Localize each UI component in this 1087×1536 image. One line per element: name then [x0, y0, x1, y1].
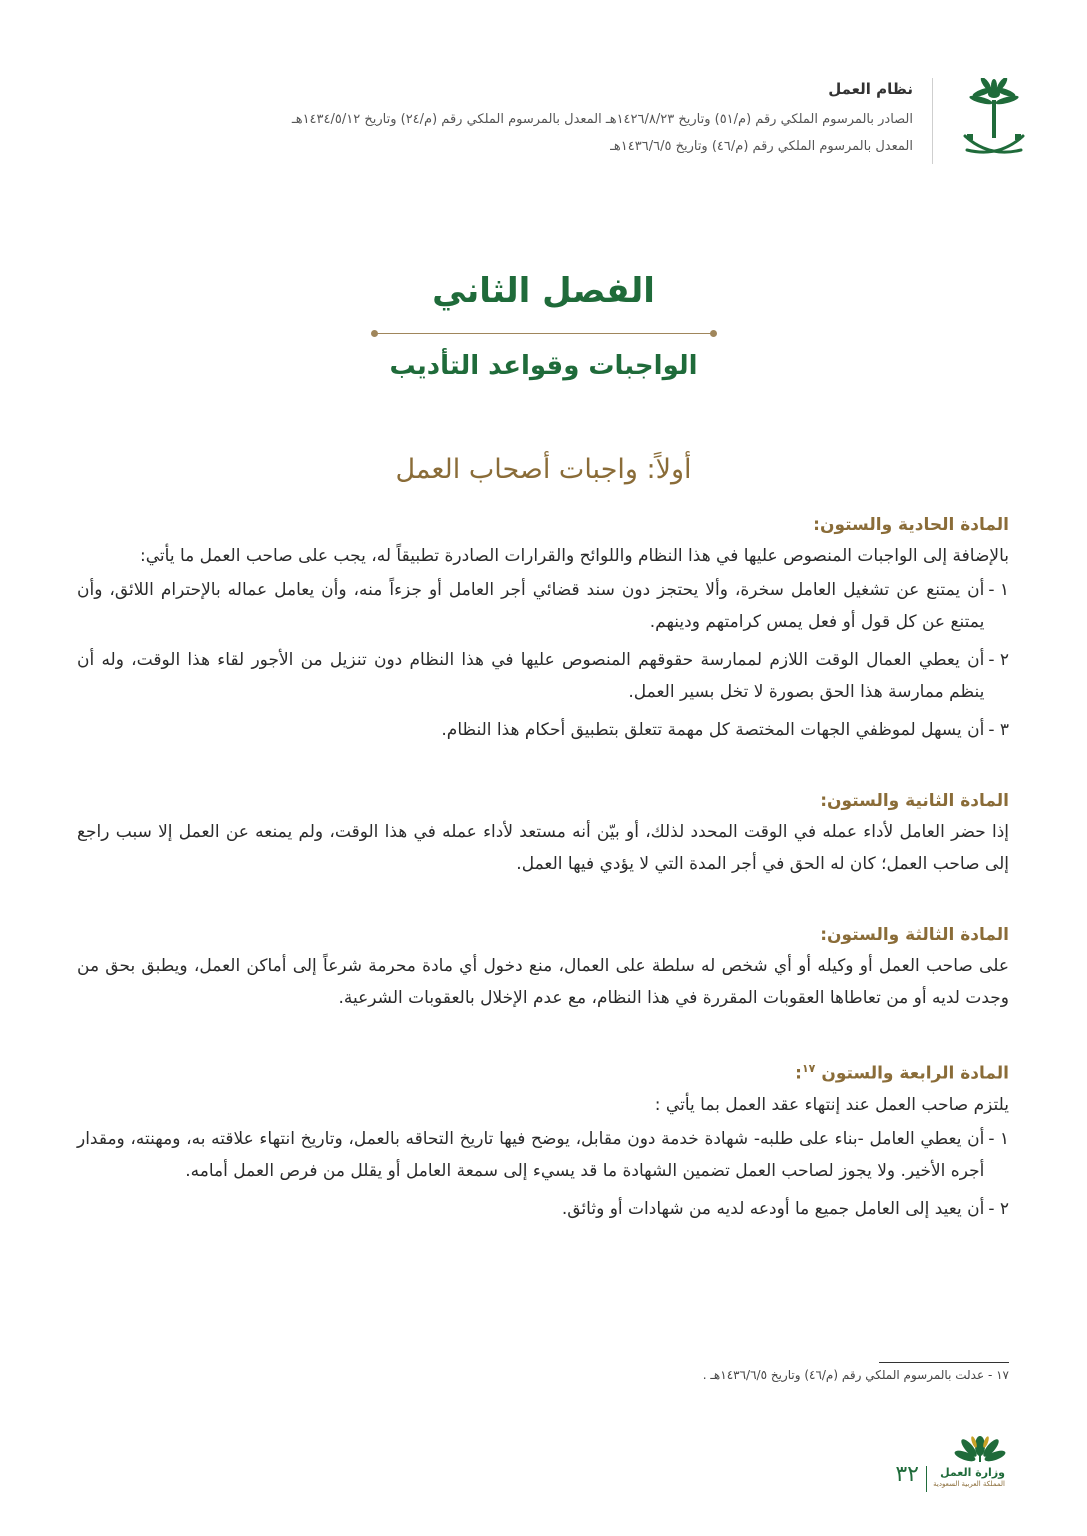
- article-intro: يلتزم صاحب العمل عند إنتهاء عقد العمل بما يأتي :: [654, 1094, 1009, 1115]
- article-title: المادة الثالثة والستون:: [820, 925, 1009, 945]
- divider-line: [377, 333, 711, 334]
- header-amendment-line: المعدل بالمرسوم الملكي رقم (م/٤٦) وتاريخ ١٤٣٦/٦/٥هـ: [610, 139, 913, 154]
- item-number: ٣ -: [988, 720, 1009, 740]
- article-title: المادة الثانية والستون:: [820, 791, 1009, 811]
- article-title: [77, 1054, 1009, 1089]
- header-issuance-line: الصادر بالمرسوم الملكي رقم (م/٥١) وتاريخ ١٤٢٦/٨/٢٣هـ المعدل بالمرسوم الملكي رقم (م/٢٤) وتاريخ ١٤٣٤/٥/١٢هـ: [291, 112, 913, 127]
- item-number: ١ -: [988, 1128, 1009, 1149]
- list-item: [77, 1123, 1009, 1187]
- document-header: [57, 70, 1057, 170]
- article-title-text: المادة الرابعة والستون: [821, 1063, 1009, 1084]
- item-text: أن يعيد إلى العامل جميع ما أودعه لديه من شهادات أو وثائق.: [561, 1198, 985, 1219]
- divider-dot-right: [710, 330, 717, 337]
- article-body: على صاحب العمل أو وكيله أو أي شخص له سلطة على العمال، منع دخول أي مادة محرمة شرعاً إلى أماكن العمل، ويطبق بحق من وجدت لديه أو من تعاطاها العقوبات المقررة في هذا النظام، مع عدم الإخلال بالعقوبات الشرعية.: [77, 956, 1009, 1008]
- chapter-title: الفصل الثاني: [432, 271, 655, 311]
- article-64: [77, 1054, 1009, 1225]
- item-text: أن يعطي العامل -بناء على طلبه- شهادة خدمة دون مقابل، يوضح فيها تاريخ التحاقه بالعمل، وتاريخ انتهاء علاقته به، ومهنته، ومقدار أجره الأخير. ولا يجوز لصاحب العمل تضمين الشهادة ما قد يسيء إلى سمعة العامل أو يقلل من فرص العمل أمامه.: [77, 1128, 985, 1181]
- articles-content: [77, 510, 1009, 1265]
- section-heading: أولاً: واجبات أصحاب العمل: [395, 454, 692, 485]
- article-title-colon: :: [795, 1063, 802, 1084]
- item-text: أن يمتنع عن تشغيل العامل سخرة، وألا يحتجز دون سند قضائي أجر العامل أو جزءاً منه، وأن يعامل عماله بالإحترام اللائق، وأن يمتنع عن كل قول أو فعل يمس كرامتهم ودينهم.: [77, 580, 985, 632]
- header-divider: [932, 78, 933, 164]
- ornamental-divider: [371, 328, 717, 340]
- list-item: [77, 714, 1009, 746]
- footer-divider: [926, 1466, 927, 1492]
- item-text: أن يسهل لموظفي الجهات المختصة كل مهمة تتعلق بتطبيق أحكام هذا النظام.: [441, 720, 985, 740]
- chapter-subtitle: الواجبات وقواعد التأديب: [389, 351, 698, 381]
- ministry-subtitle: المملكة العربية السعودية: [933, 1480, 1005, 1488]
- item-text: أن يعطي العمال الوقت اللازم لممارسة حقوقهم المنصوص عليها في هذا النظام دون تنزيل من الأجور لقاء هذا الوقت، وله أن ينظم ممارسة هذا الحق بصورة لا تخل بسير العمل.: [77, 650, 985, 702]
- ministry-name: وزارة العمل: [940, 1466, 1005, 1479]
- header-title: نظام العمل: [828, 80, 913, 98]
- footnote-separator: [879, 1362, 1009, 1363]
- article-body: إذا حضر العامل لأداء عمله في الوقت المحدد لذلك، أو بيّن أنه مستعد لأداء عمله في هذا الوقت، ولم يمنعه عن العمل إلا سبب راجع إلى صاحب العمل؛ كان له الحق في أجر المدة التي لا يؤدي فيها العمل.: [77, 822, 1009, 874]
- article-63: [77, 920, 1009, 1014]
- footnote-reference[interactable]: ١٧: [801, 1062, 816, 1075]
- article-intro: بالإضافة إلى الواجبات المنصوص عليها في هذا النظام واللوائح والقرارات الصادرة تطبيقاً له، يجب على صاحب العمل ما يأتي:: [140, 546, 1009, 566]
- article-title: المادة الحادية والستون:: [813, 515, 1009, 535]
- item-number: ١ -: [988, 580, 1009, 600]
- saudi-emblem-icon: [959, 78, 1029, 164]
- item-number: ٢ -: [988, 650, 1009, 670]
- list-item: [77, 644, 1009, 708]
- page-footer: [0, 1432, 1087, 1502]
- chapter-heading: [0, 268, 1087, 386]
- header-text-block: [63, 80, 913, 160]
- list-item: [77, 1193, 1009, 1225]
- article-61: [77, 510, 1009, 746]
- article-62: [77, 786, 1009, 880]
- page-number: ٣٢: [895, 1462, 919, 1487]
- footnote-text: ١٧ - عدلت بالمرسوم الملكي رقم (م/٤٦) وتاريخ ١٤٣٦/٦/٥هـ .: [702, 1368, 1009, 1382]
- item-number: ٢ -: [988, 1198, 1009, 1219]
- list-item: [77, 574, 1009, 638]
